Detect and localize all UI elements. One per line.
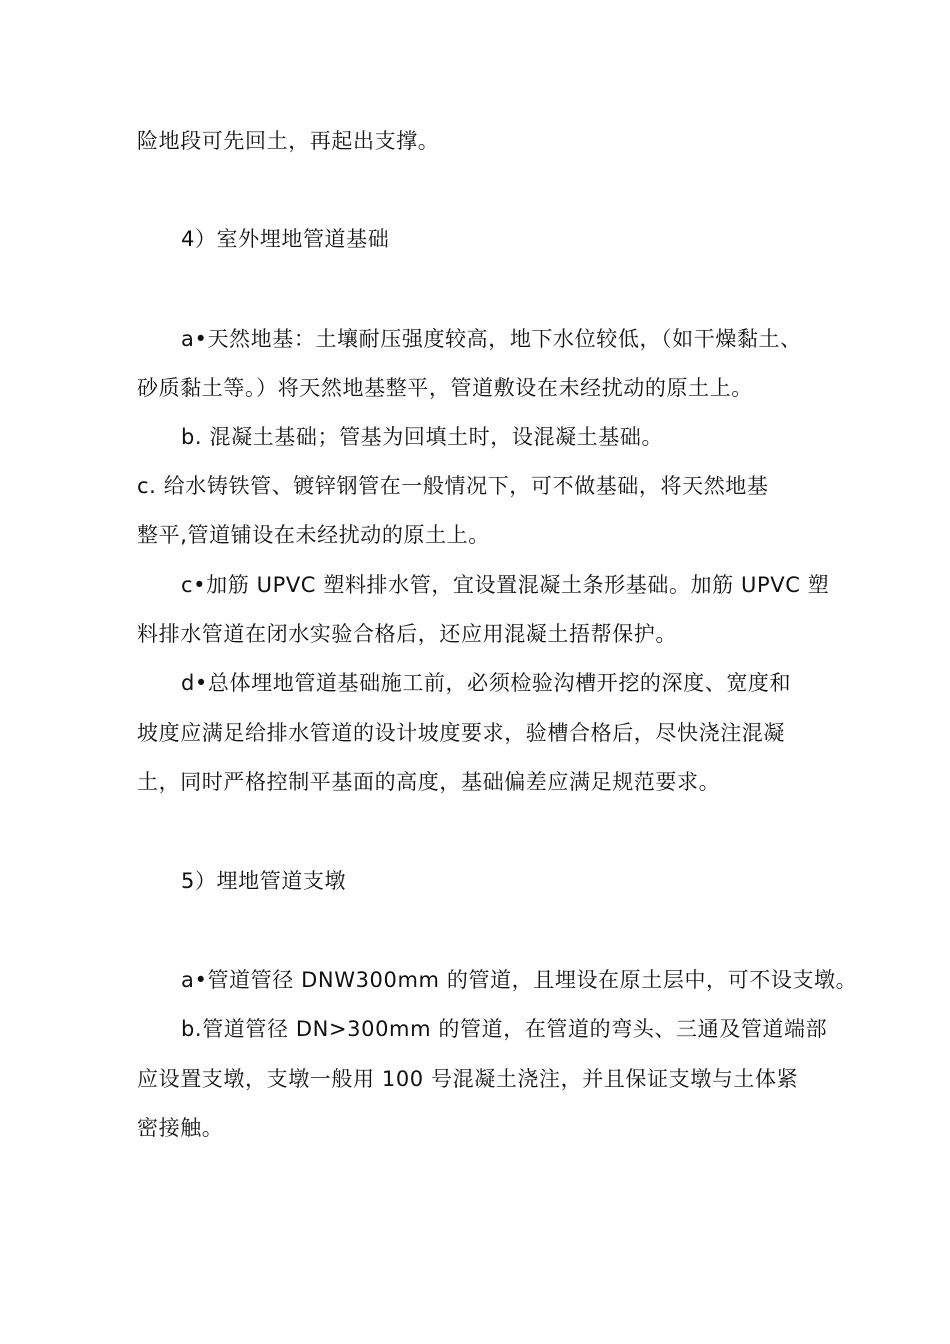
paragraph-line: a•天然地基：土壤耐压强度较高，地下水位较低，（如干燥黏土、	[181, 327, 802, 351]
paragraph-line: 密接触。	[137, 1116, 224, 1140]
paragraph-line: 料排水管道在闭水实验合格后，还应用混凝土捂帮保护。	[137, 622, 677, 646]
section-heading: 5）埋地管道支墩	[181, 869, 347, 893]
paragraph-line: c. 给水铸铁管、镀锌钢管在一般情况下，可不做基础，将天然地基	[137, 474, 769, 498]
paragraph-line: b. 混凝土基础；管基为回填土时，设混凝土基础。	[181, 425, 664, 449]
paragraph-line: 砂质黏土等。）将天然地基整平，管道敷设在未经扰动的原土上。	[137, 376, 753, 400]
paragraph-line: c•加筋 UPVC 塑料排水管，宜设置混凝土条形基础。加筋 UPVC 塑	[181, 573, 830, 597]
paragraph-line: 整平,管道铺设在未经扰动的原土上。	[137, 523, 490, 547]
paragraph-line: 应设置支墩，支墩一般用 100 号混凝土浇注，并且保证支墩与土体紧	[137, 1067, 799, 1091]
section-heading: 4）室外埋地管道基础	[181, 227, 390, 251]
paragraph-line: b.管道管径 DN>300mm 的管道，在管道的弯头、三通及管道端部	[181, 1017, 828, 1041]
paragraph-line: a•管道管径 DNW300mm 的管道，且埋设在原土层中，可不设支墩。	[181, 968, 858, 992]
paragraph-line: 险地段可先回土，再起出支撑。	[137, 129, 440, 153]
paragraph-line: 土，同时严格控制平基面的高度，基础偏差应满足规范要求。	[137, 770, 721, 794]
paragraph-line: 坡度应满足给排水管道的设计坡度要求，验槽合格后，尽快浇注混凝	[137, 721, 785, 745]
paragraph-line: d•总体埋地管道基础施工前，必须检验沟槽开挖的深度、宽度和	[181, 671, 792, 695]
